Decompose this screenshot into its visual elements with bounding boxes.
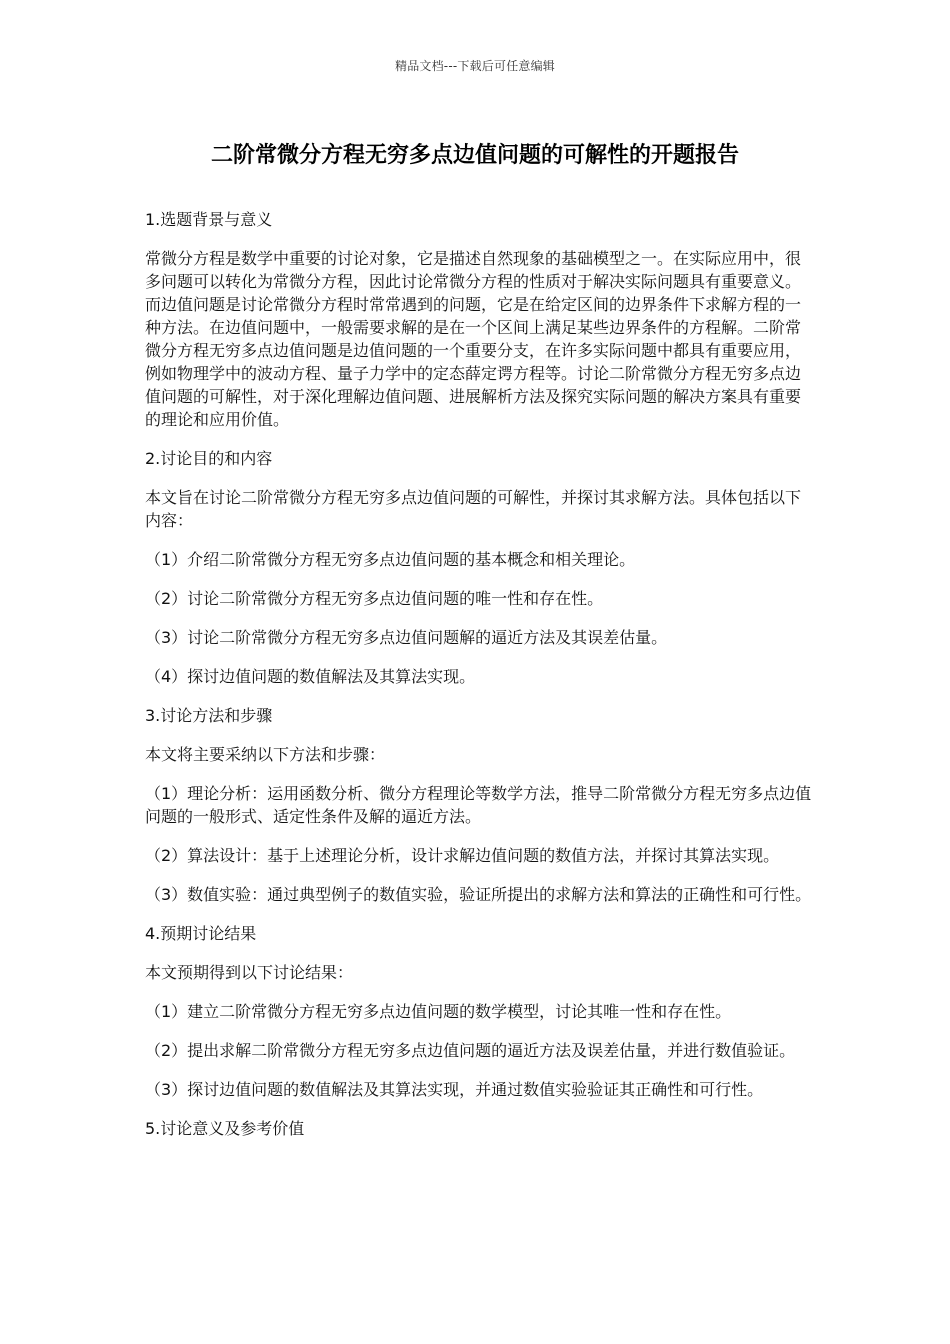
paragraph: 本文预期得到以下讨论结果： xyxy=(145,963,354,982)
section-heading: 1.选题背景与意义 xyxy=(145,210,273,229)
list-item: （2）算法设计：基于上述理论分析，设计求解边值问题的数值方法，并探讨其算法实现。 xyxy=(145,846,780,865)
list-item: （1）建立二阶常微分方程无穷多点边值问题的数学模型，讨论其唯一性和存在性。 xyxy=(145,1002,732,1021)
section-heading: 5.讨论意义及参考价值 xyxy=(145,1119,305,1138)
document-body xyxy=(145,208,815,1156)
section-heading: 4.预期讨论结果 xyxy=(145,924,257,943)
list-item: （3）数值实验：通过典型例子的数值实验，验证所提出的求解方法和算法的正确性和可行性。 xyxy=(145,885,812,904)
paragraph: 本文旨在讨论二阶常微分方程无穷多点边值问题的可解性，并探讨其求解方法。具体包括以下内容： xyxy=(145,488,802,530)
list-item: （3）讨论二阶常微分方程无穷多点边值问题解的逼近方法及其误差估量。 xyxy=(145,628,668,647)
list-item: （4）探讨边值问题的数值解法及其算法实现。 xyxy=(145,667,476,686)
section-heading: 2.讨论目的和内容 xyxy=(145,449,273,468)
document-title: 二阶常微分方程无穷多点边值问题的可解性的开题报告 xyxy=(210,143,739,168)
list-item: （1）介绍二阶常微分方程无穷多点边值问题的基本概念和相关理论。 xyxy=(145,550,636,569)
paragraph: 常微分方程是数学中重要的讨论对象，它是描述自然现象的基础模型之一。在实际应用中，很多问题可以转化为常微分方程，因此讨论常微分方程的性质对于解决实际问题具有重要意义。而边值问题是讨论常微分方程时常常遇到的问题，它是在给定区间的边界条件下求解方程的一种方法。在边值问题中，一般需要求解的是在一个区间上满足某些边界条件的方程解。二阶常微分方程无穷多点边值问题是边值问题的一个重要分支，在许多实际问题中都具有重要应用，例如物理学中的波动方程、量子力学中的定态薛定谔方程等。讨论二阶常微分方程无穷多点边值问题的可解性，对于深化理解边值问题、进展解析方法及探究实际问题的解决方案具有重要的理论和应用价值。 xyxy=(145,249,802,429)
section-heading: 3.讨论方法和步骤 xyxy=(145,706,273,725)
list-item: （3）探讨边值问题的数值解法及其算法实现，并通过数值实验验证其正确性和可行性。 xyxy=(145,1080,764,1099)
list-item: （2）讨论二阶常微分方程无穷多点边值问题的唯一性和存在性。 xyxy=(145,589,604,608)
header-note: 精品文档---下载后可任意编辑 xyxy=(395,59,555,73)
paragraph: 本文将主要采纳以下方法和步骤： xyxy=(145,745,386,764)
list-item: （2）提出求解二阶常微分方程无穷多点边值问题的逼近方法及误差估量，并进行数值验证。 xyxy=(145,1041,796,1060)
list-item: （1）理论分析：运用函数分析、微分方程理论等数学方法，推导二阶常微分方程无穷多点边值问题的一般形式、适定性条件及解的逼近方法。 xyxy=(145,784,812,826)
